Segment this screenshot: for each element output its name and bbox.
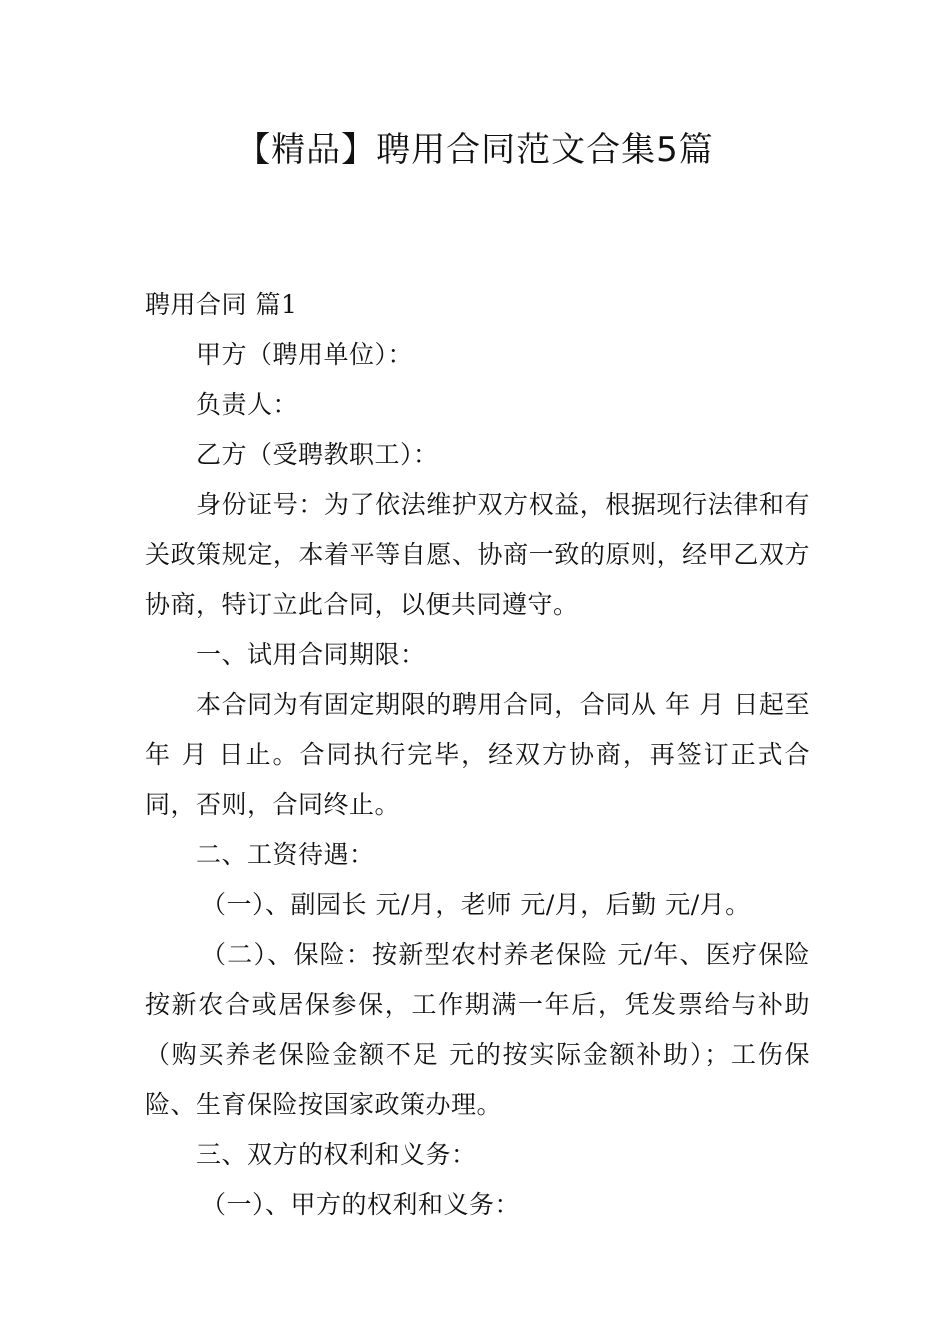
- id-preamble-paragraph: 身份证号：为了依法维护双方权益，根据现行法律和有关政策规定，本着平等自愿、协商一致的原则，经甲乙双方协商，特订立此合同，以便共同遵守。: [145, 490, 810, 619]
- clause-heading-salary: 二、工资待遇：: [196, 840, 375, 869]
- term-paragraph: 本合同为有固定期限的聘用合同，合同从 年 月 日起至 年 月 日止。合同执行完毕，经双方协商，再签订正式合同，否则，合同终止。: [145, 690, 810, 819]
- salary-item-paragraph: （一）、副园长 元/月，老师 元/月，后勤 元/月。: [201, 890, 751, 919]
- responsible-person-line: 负责人：: [196, 390, 299, 419]
- party-b-line: 乙方（受聘教职工）：: [196, 440, 439, 469]
- document-body: [145, 280, 810, 1230]
- clause-heading-term: 一、试用合同期限：: [196, 640, 426, 669]
- document-title: 【精品】聘用合同范文合集5篇: [236, 130, 714, 170]
- section-heading: 聘用合同 篇1: [145, 290, 298, 319]
- party-a-rights-heading: （一）、甲方的权利和义务：: [201, 1190, 521, 1219]
- insurance-paragraph: （二）、保险：按新型农村养老保险 元/年、医疗保险按新农合或居保参保，工作期满一年后，凭发票给与补助（购买养老保险金额不足 元的按实际金额补助）；工伤保险、生育保险按国家政策办理。: [145, 940, 810, 1119]
- clause-heading-rights: 三、双方的权利和义务：: [196, 1140, 477, 1169]
- party-a-line: 甲方（聘用单位）：: [196, 340, 414, 369]
